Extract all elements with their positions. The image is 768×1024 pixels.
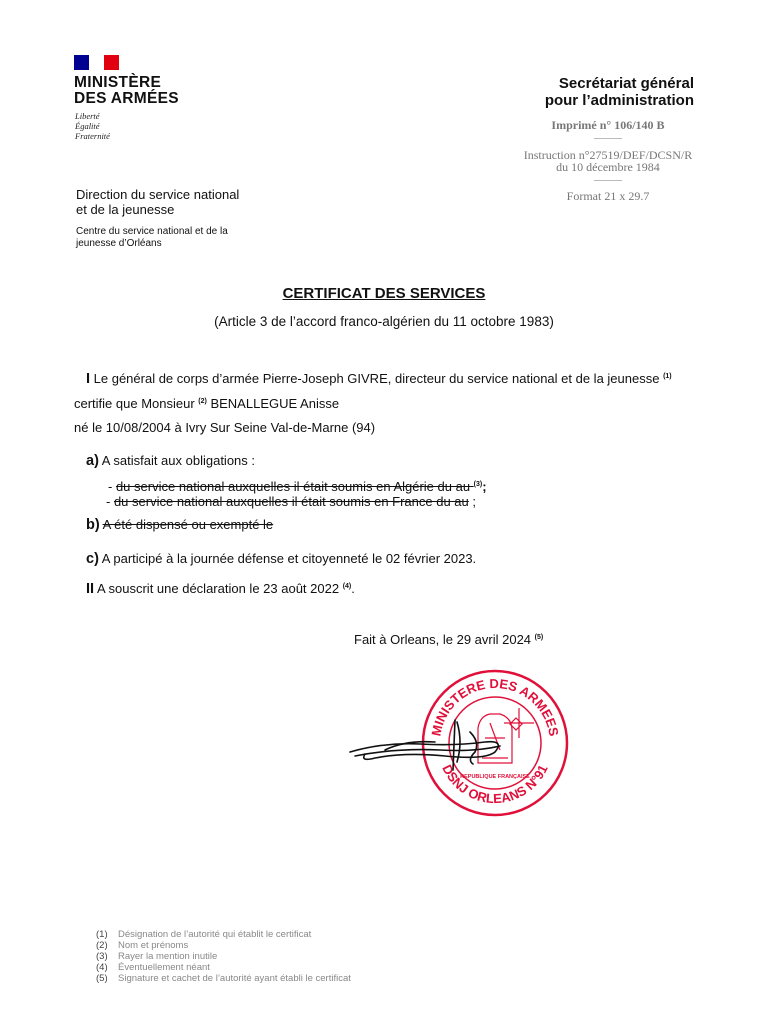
dash: - xyxy=(106,494,114,509)
document-title: CERTIFICAT DES SERVICES xyxy=(282,285,486,302)
secretariat-heading xyxy=(545,75,694,109)
section-a-letter: a) xyxy=(86,453,99,469)
birth-line: né le 10/08/2004 à Ivry Sur Seine Val-de-Marne (94) xyxy=(74,420,376,435)
stamp-bottom-text: DSNJ ORLEANS N°91 xyxy=(439,762,551,807)
footnote-ref: (5) xyxy=(534,634,544,641)
footnote-text: Nom et prénoms xyxy=(118,940,189,951)
document-subtitle: (Article 3 de l’accord franco-algérien du 11 octobre 1983) xyxy=(214,314,554,329)
stamp-top-text: MINISTERE DES ARMEES xyxy=(428,675,562,738)
footnote-ref: (3) xyxy=(473,481,483,488)
ministry-line1: MINISTÈRE xyxy=(74,74,162,91)
footnote-ref: (2) xyxy=(198,398,207,405)
struck-text: du service national auxquelles il était soumis en France du au xyxy=(113,494,469,509)
motto-liberte: Liberté xyxy=(75,111,100,121)
divider xyxy=(594,138,622,139)
footnote-item xyxy=(96,962,351,973)
part1-numeral: I xyxy=(86,371,91,387)
part2-paragraph xyxy=(86,581,355,597)
footnote-ref: (1) xyxy=(663,373,672,380)
part2-numeral: II xyxy=(86,581,95,597)
section-a-text: A satisfait aux obligations : xyxy=(98,453,256,468)
footnote-text: Désignation de l’autorité qui établit le certificat xyxy=(118,929,312,940)
certify-line xyxy=(74,396,339,411)
footnote-number: (3) xyxy=(96,951,108,962)
place-date-text: Fait à Orleans, le 29 avril 2024 xyxy=(354,632,535,647)
ministry-name xyxy=(74,75,179,107)
footnote-number: (1) xyxy=(96,929,108,940)
paper-format: Format 21 x 29.7 xyxy=(566,189,650,203)
footnote-item xyxy=(96,951,351,962)
french-flag-logo xyxy=(74,55,119,70)
instruction-line1: Instruction n°27519/DEF/DCSN/R xyxy=(523,148,693,162)
centre-name xyxy=(76,226,228,250)
ministry-line2: DES ARMÉES xyxy=(74,90,179,107)
secgen-line2: pour l’administration xyxy=(544,92,694,109)
stamp-inner-text: REPUBLIQUE FRANÇAISE xyxy=(460,774,530,780)
footnote-ref: (4) xyxy=(342,583,352,590)
footnote-number: (2) xyxy=(96,940,108,951)
direction-line1: Direction du service national xyxy=(76,187,240,202)
part1-paragraph xyxy=(86,371,672,387)
direction-line2: et de la jeunesse xyxy=(76,202,175,217)
struck-text: A été dispensé ou exempté le xyxy=(102,517,274,532)
section-c-text: A participé à la journée défense et citoyenneté le 02 février 2023. xyxy=(98,551,477,566)
section-a xyxy=(86,453,255,469)
handwritten-signature xyxy=(345,712,545,774)
motto-egalite: Égalité xyxy=(75,121,100,131)
semicolon: ; xyxy=(468,494,477,509)
struck-text: du service national auxquelles il était soumis en Algérie du au xyxy=(115,479,474,494)
footnotes xyxy=(96,929,351,984)
motto-fraternite: Fraternité xyxy=(75,131,110,141)
section-c xyxy=(86,551,476,567)
footnote-text: Rayer la mention inutile xyxy=(118,951,218,962)
footnote-number: (5) xyxy=(96,973,108,984)
centre-line2: jeunesse d’Orléans xyxy=(76,238,162,249)
footnote-text: Éventuellement néant xyxy=(118,962,210,973)
centre-line1: Centre du service national et de la xyxy=(76,226,228,237)
footnote-item xyxy=(96,929,351,940)
section-b xyxy=(86,517,273,533)
section-c-letter: c) xyxy=(86,551,99,567)
footnote-number: (4) xyxy=(96,962,108,973)
section-a-item2 xyxy=(106,494,476,509)
part2-text: A souscrit une déclaration le 23 août 2022 xyxy=(94,581,343,596)
dash: - xyxy=(108,479,116,494)
direction-name xyxy=(76,187,239,217)
person-name: BENALLEGUE Anisse xyxy=(206,396,340,411)
form-number: Imprimé n° 106/140 B xyxy=(551,118,665,132)
certify-text: certifie que Monsieur xyxy=(74,396,199,411)
instruction-line2: du 10 décembre 1984 xyxy=(556,160,660,174)
section-b-letter: b) xyxy=(86,517,100,533)
footnote-item xyxy=(96,973,351,984)
republic-motto xyxy=(75,111,110,141)
period: . xyxy=(351,581,355,596)
footnote-item xyxy=(96,940,351,951)
place-date-line xyxy=(354,632,543,647)
semicolon: ; xyxy=(482,479,487,494)
secgen-line1: Secrétariat général xyxy=(558,75,694,92)
part1-text: Le général de corps d’armée Pierre-Joseph GIVRE, directeur du service national et de la jeunesse xyxy=(90,371,664,386)
footnote-text: Signature et cachet de l’autorité ayant établi le certificat xyxy=(118,973,351,984)
divider xyxy=(594,180,622,181)
section-a-item1 xyxy=(108,479,487,494)
